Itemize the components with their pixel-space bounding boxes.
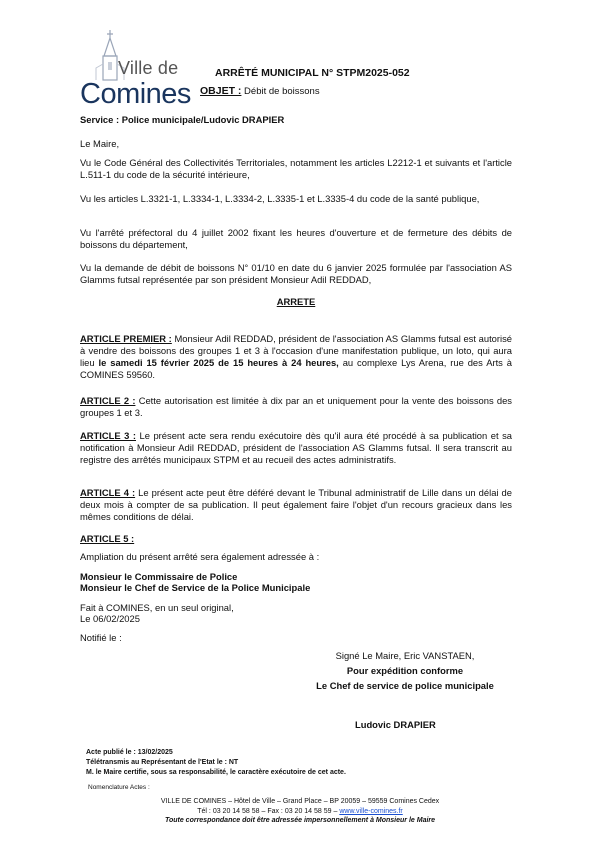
signature-line-1: Signé Le Maire, Eric VANSTAEN,	[335, 650, 475, 661]
article-1-date: le samedi 15 février 2025 de 15 heures à 24 heures,	[98, 357, 339, 368]
fait-a-line: Fait à COMINES, en un seul original,	[80, 602, 234, 613]
signatory-name: Ludovic DRAPIER	[355, 719, 436, 730]
website-link[interactable]: www.ville-comines.fr	[339, 807, 403, 815]
article-5-label: ARTICLE 5 :	[80, 533, 135, 544]
signature-line-3: Le Chef de service de police municipale	[316, 680, 494, 691]
footer-publie: Acte publié le : 13/02/2025	[86, 749, 173, 756]
signature-line-2: Pour expédition conforme	[346, 665, 464, 676]
article-4-text: Le présent acte peut être déféré devant le Tribunal administratif de Lille dans un délai de deux mois à compter de sa publication. Il peut également faire l'objet d'un recours gracieux dans les mêmes conditions de délai.	[80, 487, 512, 522]
ampliation-line: Ampliation du présent arrêté sera également adressée à :	[80, 551, 320, 562]
vu-paragraph-3: Vu l'arrêté préfectoral du 4 juillet 2002 fixant les heures d'ouverture et de fermeture des débits de boissons du département,	[80, 227, 512, 250]
article-1-text: Monsieur Adil REDDAD, président de l'association AS Glamms futsal est autorisé à vendre des boissons des groupes 1 et 3 à l'occasion d'une manifestation publique, un loto, qui aura lieu	[80, 333, 513, 368]
article-1-text-end: au complexe Lys Arena, rue des Arts à COMINES 59560.	[80, 357, 512, 380]
footer-teletransmis: Télétransmis au Représentant de l'Etat le : NT	[86, 759, 239, 766]
article-1	[80, 333, 512, 381]
article-3	[80, 430, 512, 466]
subject-text: Débit de boissons	[241, 86, 320, 97]
service-line: Service : Police municipale/Ludovic DRAPIER	[80, 114, 285, 125]
article-4	[80, 487, 512, 523]
footer-address: VILLE DE COMINES – Hôtel de Ville – Grand Place – BP 20059 – 59559 Comines Cedex	[160, 798, 440, 805]
recipient-1: Monsieur le Commissaire de Police	[80, 571, 238, 582]
footer-phone-line	[80, 807, 520, 817]
date-line: Le 06/02/2025	[80, 613, 140, 624]
recipient-2: Monsieur le Chef de Service de la Police Municipale	[80, 582, 311, 593]
footer-tel: Tél : 03 20 14 58 58 – Fax : 03 20 14 58 59 –	[197, 807, 340, 815]
logo-line-ville: Ville de	[118, 58, 179, 78]
city-logo	[80, 28, 195, 108]
document-title: ARRÊTÉ MUNICIPAL N° STPM2025-052	[215, 67, 410, 79]
article-2-label: ARTICLE 2 :	[80, 395, 136, 406]
vu-paragraph-1: Vu le Code Général des Collectivités Territoriales, notamment les articles L2212-1 et suivants et l'article L.511-1 du code de la sécurité intérieure,	[80, 157, 512, 180]
subject-label: OBJET :	[200, 85, 242, 97]
article-2-text: Cette autorisation est limitée à dix par an et uniquement pour la vente des boissons des groupes 1 et 3.	[80, 395, 512, 418]
article-4-label: ARTICLE 4 :	[80, 487, 136, 498]
footer-legal	[86, 748, 346, 778]
article-3-text: Le présent acte sera rendu exécutoire dès qu'il aura été procédé à sa publication et sa notification à Monsieur Adil REDDAD, président de l'association AS Glamms futsal. Il sera transcrit au registre des arrêtés municipaux STPM et au recueil des actes administratifs.	[80, 430, 512, 465]
article-3-label: ARTICLE 3 :	[80, 430, 136, 441]
article-2	[80, 395, 512, 419]
le-maire: Le Maire,	[80, 138, 120, 149]
logo-line-comines: Comines	[80, 78, 191, 110]
footer-certifie: M. le Maire certifie, sous sa responsabilité, le caractère exécutoire de cet acte.	[86, 769, 346, 776]
footer-contact	[80, 797, 520, 826]
signature-block	[290, 648, 520, 693]
document-subject	[200, 85, 320, 97]
footer-nomenclature: Nomenclature Actes :	[88, 784, 150, 791]
notifie-line: Notifié le :	[80, 632, 122, 643]
vu-paragraph-4: Vu la demande de débit de boissons N° 01/10 en date du 6 janvier 2025 formulée par l'association AS Glamms futsal représentée par son président Monsieur Adil REDDAD,	[80, 262, 512, 285]
footer-mention: Toute correspondance doit être adressée impersonnellement à Monsieur le Maire	[164, 817, 436, 824]
vu-paragraph-2: Vu les articles L.3321-1, L.3334-1, L.3334-2, L.3335-1 et L.3335-4 du code de la santé publique,	[80, 193, 480, 204]
arrete-heading: ARRETE	[276, 296, 316, 307]
article-1-label: ARTICLE PREMIER :	[80, 333, 172, 344]
